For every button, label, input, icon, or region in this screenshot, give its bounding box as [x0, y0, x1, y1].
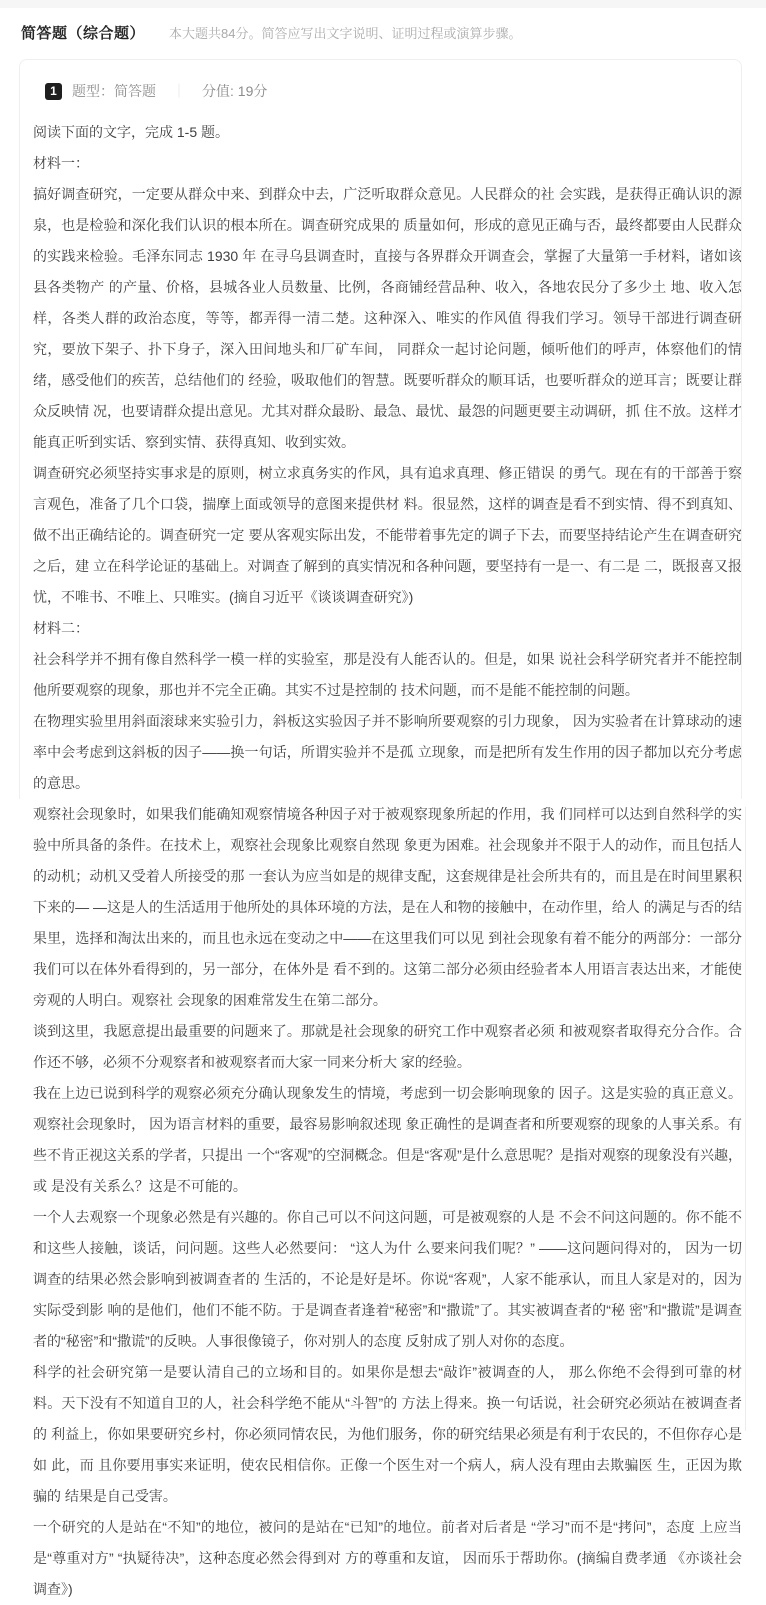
passage-paragraph: 观察社会现象时，如果我们能确知观察情境各种因子对于被观察现象所起的作用，我 们同样可以达到自然科学的实验中所具备的条件。在技术上，观察社会现象比观察自然现 象更为困难。社会现象并不限于人的动作，而且包括人的动机；动机又受着人所接受的那 一套认为应当如是的规律支配，这套规律是社会所共有的，而且是在时间里累积下来的— —这是人的生活适用于他所处的具体环境的方法，是在人和物的接触中，在动作里，给人 的满足与否的结果里，选择和淘汰出来的，而且也永远在变动之中——在这里我们可以见 到社会现象有着不能分的两部分：一部分我们可以在体外看得到的，另一部分，在体外是 看不到的。这第二部分必须由经验者本人用语言表达出来，才能使旁观的人明白。观察社 会现象的困难常发生在第二部分。: [33, 806, 742, 1008]
question-type-label: 题型：简答题: [72, 83, 156, 99]
section-header: [0, 8, 766, 43]
passage-paragraph: 在物理实验里用斜面滚球来实验引力，斜板这实验因子并不影响所要观察的引力现象， 因为实验者在计算球动的速率中会考虑到这斜板的因子——换一句话，所谓实验并不是孤 立现象，而是把所有发生作用的因子都加以充分考虑的意思。: [33, 713, 742, 791]
passage-paragraph: 我在上边已说到科学的观察必须充分确认现象发生的情境，考虑到一切会影响现象的 因子。这是实验的真正意义。观察社会现象时， 因为语言材料的重要，最容易影响叙述现 象正确性的是调查者和所要观察的现象的人事关系。有些不肯正视这关系的学者，只提出 一个“客观”的空洞概念。但是“客观”是什么意思呢？是指对观察的现象没有兴趣，或 是没有关系么？这是不可能的。: [33, 1085, 742, 1194]
passage-paragraph: 搞好调查研究，一定要从群众中来、到群众中去，广泛听取群众意见。人民群众的社 会实践，是获得正确认识的源泉，也是检验和深化我们认识的根本所在。调查研究成果的 质量如何，形成的意见正确与否，最终都要由人民群众的实践来检验。毛泽东同志 1930 年 在寻乌县调查时，直接与各界群众开调查会，掌握了大量第一手材料，诸如该县各类物产 的产量、价格，县城各业人员数量、比例，各商铺经营品种、收入，各地农民分了多少土 地、收入怎样，各类人群的政治态度，等等，都弄得一清二楚。这种深入、唯实的作风值 得我们学习。领导干部进行调查研究，要放下架子、扑下身子，深入田间地头和厂矿车间， 同群众一起讨论问题，倾听他们的呼声，体察他们的情绪，感受他们的疾苦，总结他们的 经验，吸取他们的智慧。既要听群众的顺耳话，也要听群众的逆耳言；既要让群众反映情 况，也要请群众提出意见。尤其对群众最盼、最急、最忧、最怨的问题更要主动调研，抓 住不放。这样才能真正听到实话、察到实情、获得真知、收到实效。: [33, 186, 742, 450]
passage-paragraph: 社会科学并不拥有像自然科学一模一样的实验室，那是没有人能否认的。但是，如果 说社会科学研究者并不能控制他所要观察的现象，那也并不完全正确。其实不过是控制的 技术问题，而不是能不能控制的问题。: [33, 651, 742, 698]
section-description: 本大题共84分。简答应写出文字说明、证明过程或演算步骤。: [169, 26, 522, 41]
question-passage: [33, 117, 742, 1605]
question-number-badge: 1: [45, 83, 62, 100]
question-score-label: 分值: 19分: [202, 83, 268, 99]
passage-paragraph: 调查研究必须坚持实事求是的原则，树立求真务实的作风，具有追求真理、修正错误 的勇气。现在有的干部善于察言观色，准备了几个口袋，揣摩上面或领导的意图来提供材 料。很显然，这样的调查是看不到实情、得不到真知、做不出正确结论的。调查研究一定 要从客观实际出发，不能带着事先定的调子下去，而要坚持结论产生在调查研究之后，建 立在科学论证的基础上。对调查了解到的真实情况和各种问题，要坚持有一是一、有二是 二，既报喜又报忧，不唯书、不唯上、只唯实。(摘自习近平《谈谈调查研究》): [33, 465, 742, 605]
material-1-label: 材料一：: [33, 155, 89, 171]
page-top-strip: [0, 0, 766, 8]
meta-divider: ｜: [172, 83, 186, 99]
section-title: 简答题（综合题）: [21, 25, 146, 42]
passage-paragraph: 一个人去观察一个现象必然是有兴趣的。你自己可以不问这问题，可是被观察的人是 不会不问这问题的。你不能不和这些人接触，谈话，问问题。这些人必然要问： “这人为什 么要来问我们呢？” ——这问题问得对的， 因为一切调查的结果必然会影响到被调查者的 生活的，不论是好是坏。你说“客观”，人家不能承认，而且人家是对的，因为实际受到影 响的是他们，他们不能不防。于是调查者逢着“秘密”和“撒谎”了。其实被调查者的“秘 密”和“撒谎”是调查者的“秘密”和“撒谎”的反映。人事很像镜子，你对别人的态度 反射成了别人对你的态度。: [33, 1209, 742, 1349]
passage-paragraph: 科学的社会研究第一是要认清自己的立场和目的。如果你是想去“敲诈”被调查的人， 那么你绝不会得到可靠的材 料。天下没有不知道自卫的人，社会科学绝不能从“斗智”的 方法上得来。换一句话说，社会研究必须站在被调查者的 利益上，你如果要研究乡村，你必须同情农民，为他们服务，你的研究结果必须是有利于农民的，不但你存心是如 此，而 且你要用事实来证明，使农民相信你。正像一个医生对一个病人，病人没有理由去欺骗医 生，正因为欺骗的 结果是自己受害。: [33, 1364, 742, 1504]
passage-intro: 阅读下面的文字，完成 1-5 题。: [33, 124, 230, 140]
question-meta-row: [45, 81, 738, 101]
question-card: [0, 81, 766, 1605]
passage-paragraph: 谈到这里，我愿意提出最重要的问题来了。那就是社会现象的研究工作中观察者必须 和被观察者取得充分合作。合作还不够，必须不分观察者和被观察者而大家一同来分析大 家的经验。: [33, 1023, 742, 1070]
passage-paragraph: 一个研究的人是站在“不知”的地位，被问的是站在“已知”的地位。前者对后者是 “学习”而不是“拷问”，态度 上应当是“尊重对方” “执疑待决”，这种态度必然会得到对 方的尊重和友谊， 因而乐于帮助你。(摘编自费孝通 《亦谈社会调查》): [33, 1519, 742, 1597]
material-2-label: 材料二：: [33, 620, 89, 636]
